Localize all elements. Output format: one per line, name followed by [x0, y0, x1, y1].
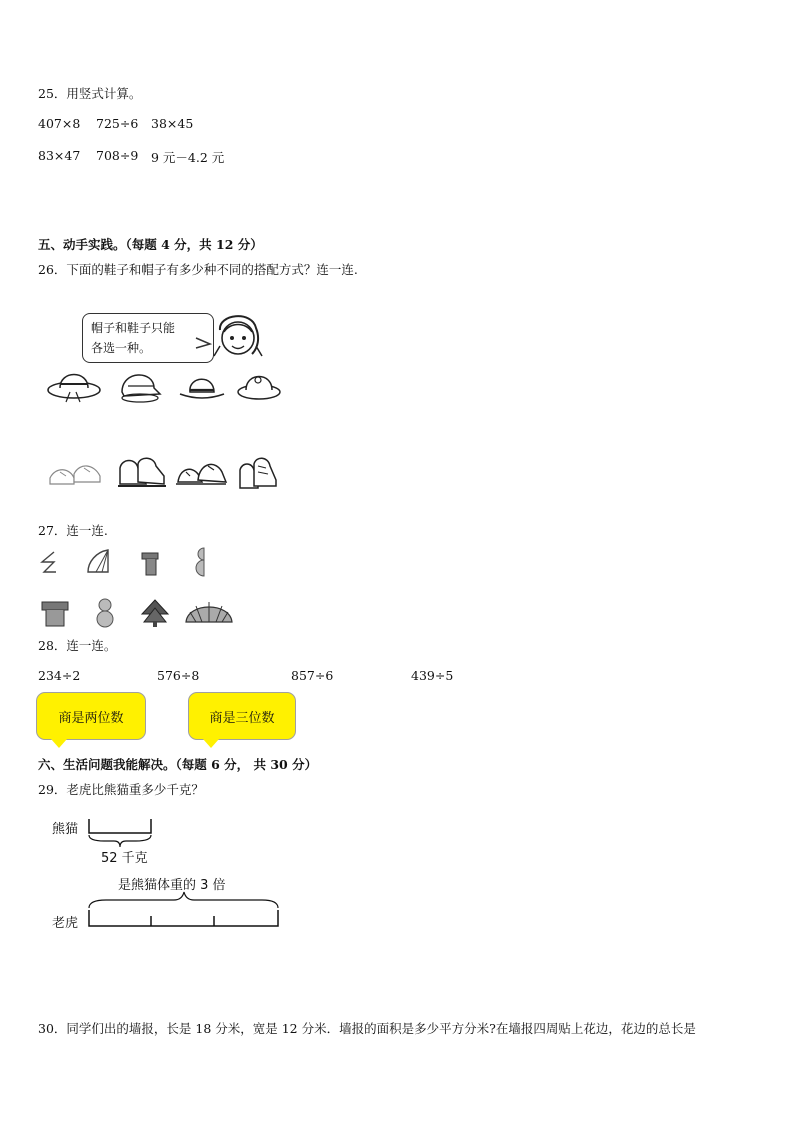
high-top-shoes-icon [236, 456, 280, 492]
cap-icon [118, 366, 162, 406]
q27-title: 27．连一连. [38, 523, 108, 538]
half-house-icon [140, 547, 162, 577]
tree-icon [140, 598, 170, 628]
speech-line-2: 各选一种。 [91, 341, 152, 355]
flower-hat-icon [236, 366, 282, 402]
flat-shoes-icon [48, 458, 102, 490]
q25-expr-3: 38×45 [151, 116, 194, 131]
bubble-tail [51, 739, 67, 748]
half-snowman-icon [194, 546, 212, 578]
speech-line-1: 帽子和鞋子只能 [91, 321, 176, 335]
umbrella-icon [184, 598, 234, 626]
bubble-left-label: 商是两位数 [58, 710, 124, 726]
times-label: 是熊猫体重的 3 倍 [118, 878, 226, 893]
half-lines-icon [40, 550, 60, 576]
q28-expr-3: 857÷6 [291, 668, 334, 683]
quotient-three-digit-bubble [188, 692, 296, 740]
q25-expr-5: 708÷9 [96, 148, 139, 163]
section5-heading: 五、动手实践。（每题 4 分，共 12 分） [38, 237, 263, 252]
q25-title: 25．用竖式计算。 [38, 86, 142, 101]
q29-title: 29．老虎比熊猫重多少千克？ [38, 782, 204, 797]
sun-hat-icon [46, 362, 104, 406]
q25-expr-1: 407×8 [38, 116, 81, 131]
q28-expr-4: 439÷5 [411, 668, 454, 683]
q25-expr-2: 725÷6 [96, 116, 139, 131]
speech-bubble [82, 313, 214, 363]
panda-segment-diagram [86, 817, 156, 851]
tiger-segment-diagram [86, 890, 282, 930]
girl-face-icon [212, 308, 264, 370]
panda-weight: 52 千克 [101, 851, 148, 866]
sneakers-icon [116, 454, 168, 492]
q28-expr-1: 234÷2 [38, 668, 81, 683]
section6-heading: 六、生活问题我能解决。（每题 6 分， 共 30 分） [38, 757, 318, 772]
panda-label: 熊猫 [52, 822, 79, 837]
half-umbrella-icon [86, 548, 114, 576]
bubble-tail [203, 739, 219, 748]
fedora-icon [178, 370, 226, 402]
bubble-right-label: 商是三位数 [209, 710, 275, 726]
snowman-icon [94, 597, 116, 629]
house-icon [40, 600, 70, 628]
q30-title: 30．同学们出的墙报，长是 18 分米，宽是 12 分米．墙报的面积是多少平方分米?在墙报四周贴上花边，花边的总长是 [38, 1021, 696, 1036]
q26-title: 26．下面的鞋子和帽子有多少种不同的搭配方式？连一连. [38, 262, 358, 277]
boots-icon [176, 456, 228, 490]
q28-title: 28．连一连。 [38, 638, 117, 653]
quotient-two-digit-bubble [36, 692, 146, 740]
speech-tail-icon [196, 336, 212, 350]
tiger-label: 老虎 [52, 916, 79, 931]
q28-expr-2: 576÷8 [157, 668, 200, 683]
q25-expr-4: 83×47 [38, 148, 81, 163]
q25-expr-6: 9 元－4.2 元 [151, 150, 225, 165]
